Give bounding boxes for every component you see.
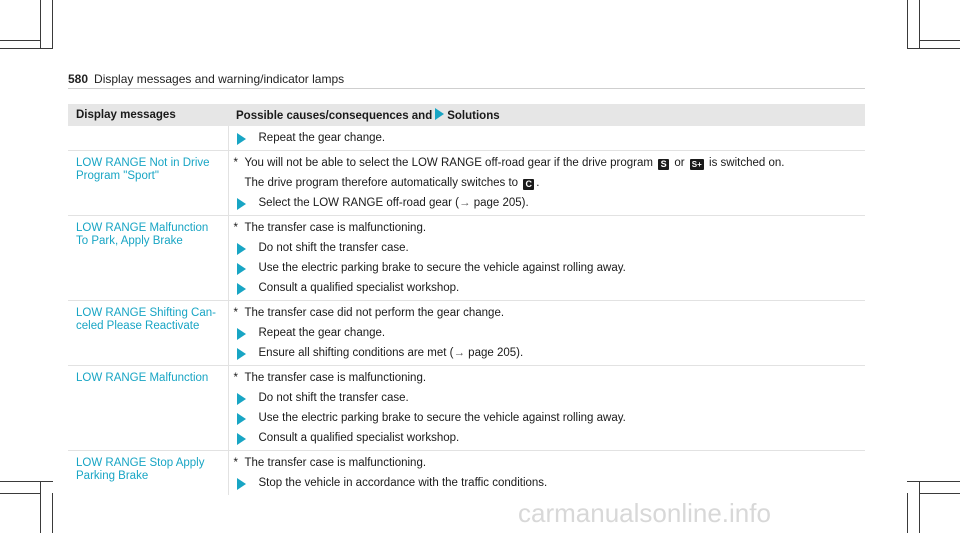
step-arrow-icon: [237, 413, 246, 425]
solution-step: Do not shift the transfer case.: [237, 242, 858, 255]
step-arrow-icon: [237, 263, 246, 275]
crop-mark: [907, 48, 960, 49]
solution-cell: [228, 126, 865, 151]
solution-step: Use the electric parking brake to secure the vehicle against rolling away.: [237, 412, 858, 425]
solution-step: Repeat the gear change.: [237, 327, 858, 340]
crop-mark: [40, 481, 41, 533]
display-messages-table: [68, 104, 865, 495]
crop-mark: [52, 0, 53, 48]
crop-mark: [907, 0, 908, 48]
solution-cell: [228, 366, 865, 451]
cause-mark: *: [233, 307, 238, 319]
page-ref-arrow-icon: →: [458, 197, 471, 209]
page-reference-link[interactable]: page 205: [468, 347, 517, 359]
step-arrow-icon: [237, 328, 246, 340]
cause-text: * You will not be able to select the LOW RANGE off-road gear if the drive program S or S+ is switched on.: [233, 157, 785, 169]
table-row: [68, 126, 865, 151]
crop-mark: [907, 481, 960, 482]
message-cell: LOW RANGE Not in Drive Program "Sport": [68, 151, 228, 216]
page-number: 580: [68, 72, 89, 86]
solution-step: Ensure all shifting conditions are met (→ page 205).: [237, 347, 858, 360]
step-arrow-icon: [237, 283, 246, 295]
message-cell: LOW RANGE Malfunction: [68, 366, 228, 451]
step-arrow-icon: [237, 348, 246, 360]
step-arrow-icon: [237, 393, 246, 405]
message-cell: LOW RANGE Malfunction To Park, Apply Brake: [68, 216, 228, 301]
step-arrow-icon: [237, 133, 246, 145]
step-arrow-icon: [237, 433, 246, 445]
solution-step: Stop the vehicle in accordance with the traffic conditions.: [237, 477, 858, 490]
cause-text: * The transfer case is malfunctioning.: [233, 457, 427, 469]
col-header-causes-label: Possible causes/consequences and: [236, 110, 433, 122]
drive-program-c-icon: C: [523, 179, 534, 190]
solution-step: Consult a qualified specialist workshop.: [237, 432, 858, 445]
step-arrow-icon: [237, 198, 246, 210]
solution-cell: [228, 301, 865, 366]
crop-mark: [0, 40, 40, 41]
crop-mark: [0, 493, 40, 494]
page-title: Display messages and warning/indicator lamps: [94, 72, 345, 86]
message-cell: LOW RANGE Shifting Can- celed Please Reactivate: [68, 301, 228, 366]
solution-step: Repeat the gear change.: [237, 132, 858, 145]
solution-cell: [228, 451, 865, 496]
cause-text: The drive program therefore automatically switches to C .: [244, 177, 540, 189]
drive-program-s-icon: S: [658, 159, 669, 170]
solution-step: Select the LOW RANGE off-road gear (→ page 205).: [237, 197, 858, 210]
crop-mark: [0, 48, 53, 49]
crop-mark: [920, 40, 960, 41]
message-cell: LOW RANGE Stop Apply Parking Brake: [68, 451, 228, 496]
cause-text: * The transfer case did not perform the gear change.: [233, 307, 505, 319]
crop-mark: [0, 481, 53, 482]
solution-step: Use the electric parking brake to secure the vehicle against rolling away.: [237, 262, 858, 275]
crop-mark: [40, 0, 41, 48]
table-row: [68, 301, 865, 366]
solution-step: Consult a qualified specialist workshop.: [237, 282, 858, 295]
col-header-messages: Display messages: [68, 104, 228, 126]
table-row: [68, 216, 865, 301]
page-header: [68, 72, 344, 86]
table-row: [68, 366, 865, 451]
solution-arrow-icon: [435, 108, 444, 120]
table-header-row: [68, 104, 865, 126]
cause-mark: *: [233, 457, 238, 469]
crop-mark: [919, 481, 920, 533]
page-reference-link[interactable]: page 205: [473, 197, 522, 209]
col-header-causes: [228, 104, 865, 126]
crop-mark: [907, 493, 908, 533]
col-header-solutions-label: Solutions: [447, 110, 500, 122]
header-divider: [68, 88, 865, 89]
crop-mark: [52, 493, 53, 533]
cause-text: * The transfer case is malfunctioning.: [233, 372, 427, 384]
drive-program-s-plus-icon: S+: [691, 160, 702, 169]
cause-mark: *: [233, 157, 238, 169]
solution-cell: [228, 151, 865, 216]
table-row: [68, 451, 865, 496]
step-arrow-icon: [237, 243, 246, 255]
message-cell: [68, 126, 228, 151]
page-ref-arrow-icon: →: [453, 347, 465, 359]
cause-mark: *: [233, 372, 238, 384]
solution-step: Do not shift the transfer case.: [237, 392, 858, 405]
step-arrow-icon: [237, 478, 246, 490]
solution-cell: [228, 216, 865, 301]
cause-text: * The transfer case is malfunctioning.: [233, 222, 427, 234]
watermark: carmanualsonline.info: [518, 498, 771, 528]
cause-mark: *: [233, 222, 238, 234]
table-row: [68, 151, 865, 216]
crop-mark: [920, 493, 960, 494]
